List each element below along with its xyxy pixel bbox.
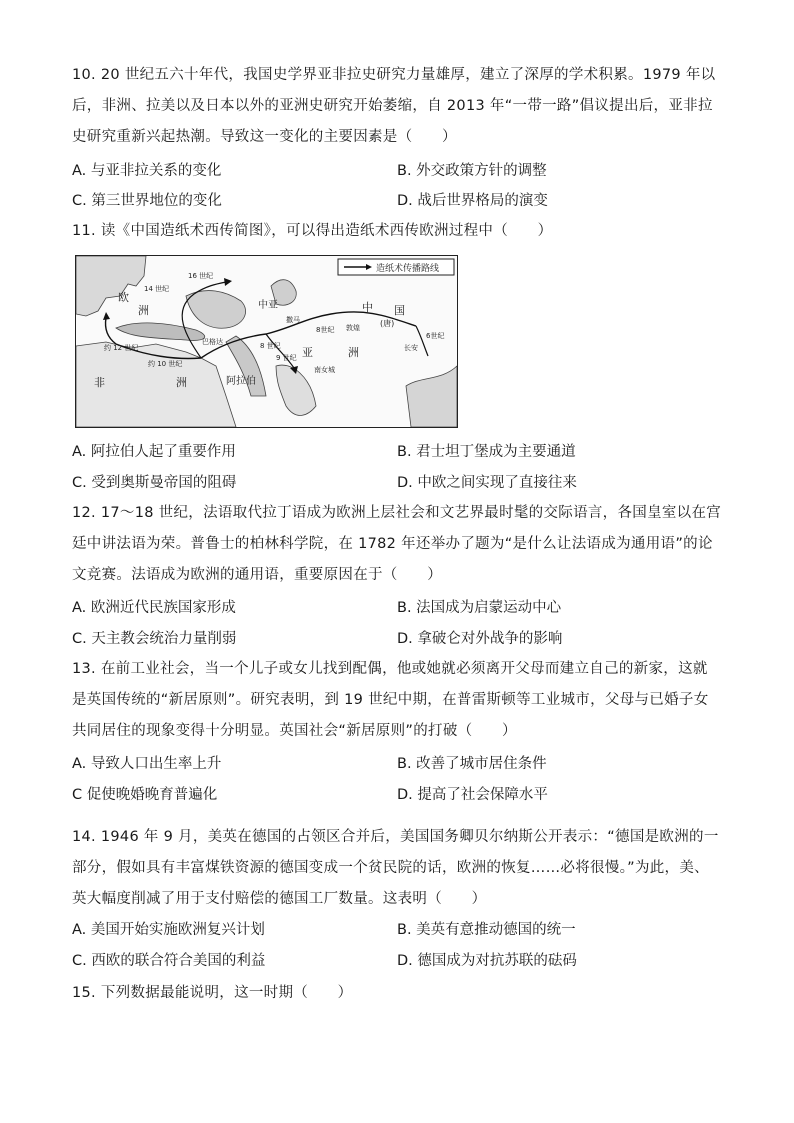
map-label-central-asia: 中亚 <box>258 300 278 311</box>
question-11-option-d[interactable]: D. 中欧之间实现了直接往来 <box>397 475 577 491</box>
map-label-tang: (唐) <box>380 319 395 328</box>
question-10-option-d[interactable]: D. 战后世界格局的演变 <box>397 193 548 209</box>
map-label-nanyin: 南女城 <box>314 366 335 374</box>
map-label-asia-1: 亚 <box>302 346 313 359</box>
question-15-stem: 15. 下列数据最能说明，这一时期（ ） <box>72 985 353 1001</box>
map-label-changan: 长安 <box>404 344 418 352</box>
map-label-europe-1: 欧 <box>118 291 129 304</box>
map-label-samarkand: 撒马 <box>286 316 300 324</box>
question-12-option-c[interactable]: C. 天主教会统治力量削弱 <box>72 631 237 647</box>
question-10-option-a[interactable]: A. 与亚非拉关系的变化 <box>72 163 222 179</box>
map-legend-label: 造纸术传播路线 <box>376 264 440 274</box>
question-12-option-b[interactable]: B. 法国成为启蒙运动中心 <box>397 600 562 616</box>
question-10-option-b[interactable]: B. 外交政策方针的调整 <box>397 163 547 179</box>
map-label-16th-century: 16 世纪 <box>188 272 214 280</box>
question-14-stem: 14. 1946 年 9 月，美英在德国的占领区合并后，美国国务卿贝尔纳斯公开表示：“德国是欧洲的一部分，假如具有丰富煤铁资源的德国变成一个贫民院的话，欧洲的恢复……必将很慢。”为此，美、英大幅度削减了用于支付赔偿的德国工厂数量。这表明（ ） <box>72 829 719 907</box>
map-label-8th-century-b: 8世纪 <box>316 326 335 334</box>
question-12-option-d[interactable]: D. 拿破仑对外战争的影响 <box>397 631 563 647</box>
map-label-europe-2: 洲 <box>138 304 149 317</box>
question-13-option-b[interactable]: B. 改善了城市居住条件 <box>397 756 547 772</box>
map-label-9th-century: 9 世纪 <box>276 354 297 362</box>
question-14-option-a[interactable]: A. 美国开始实施欧洲复兴计划 <box>72 922 265 938</box>
map-label-6th-century: 6世纪 <box>426 332 445 340</box>
question-13-option-a[interactable]: A. 导致人口出生率上升 <box>72 756 222 772</box>
question-13-option-d[interactable]: D. 提高了社会保障水平 <box>397 787 548 803</box>
map-label-africa-2: 洲 <box>176 376 187 389</box>
question-10-option-c[interactable]: C. 第三世界地位的变化 <box>72 193 222 209</box>
map-label-africa-1: 非 <box>94 376 105 389</box>
map-label-8th-century-a: 8 世纪 <box>260 342 281 350</box>
question-12-stem: 12. 17～18 世纪，法语取代拉丁语成为欧洲上层社会和文艺界最时髦的交际语言，各国皇室以在宫廷中讲法语为荣。普鲁士的柏林科学院，在 1782 年还举办了题为“是什么让法语成为通用语”的论文竞赛。法语成为欧洲的通用语，重要原因在于（ ） <box>72 505 722 583</box>
map-label-14th-century: 14 世纪 <box>144 285 170 293</box>
question-11-option-a[interactable]: A. 阿拉伯人起了重要作用 <box>72 444 236 460</box>
map-label-china-1: 中 <box>362 301 373 314</box>
map-drawing <box>76 256 457 427</box>
map-label-china-2: 国 <box>394 304 405 317</box>
map-label-baghdad: 巴格达 <box>202 338 223 346</box>
question-14-option-d[interactable]: D. 德国成为对抗苏联的砝码 <box>397 953 577 969</box>
question-11-stem: 11. 读《中国造纸术西传简图》，可以得出造纸术西传欧洲过程中（ ） <box>72 223 553 239</box>
question-14-option-b[interactable]: B. 美英有意推动德国的统一 <box>397 922 576 938</box>
question-14-option-c[interactable]: C. 西欧的联合符合美国的利益 <box>72 953 266 969</box>
question-10-stem: 10. 20 世纪五六十年代，我国史学界亚非拉史研究力量雄厚，建立了深厚的学术积累。1979 年以后，非洲、拉美以及日本以外的亚洲史研究开始萎缩，自 2013 年“一带一路”倡议提出后，亚非拉史研究重新兴起热潮。导致这一变化的主要因素是（ ） <box>72 67 716 145</box>
map-label-dunhuang: 敦煌 <box>346 324 360 332</box>
question-13-option-c[interactable]: C 促使晚婚晚育普遍化 <box>72 787 218 803</box>
map-label-arabia: 阿拉伯 <box>226 376 256 387</box>
map-label-asia-2: 洲 <box>348 346 359 359</box>
map-label-10th-century: 约 10 世纪 <box>148 360 183 368</box>
question-11-option-b[interactable]: B. 君士坦丁堡成为主要通道 <box>397 444 576 460</box>
question-11-option-c[interactable]: C. 受到奥斯曼帝国的阻碍 <box>72 475 237 491</box>
map-label-12th-century: 约 12 世纪 <box>104 344 139 352</box>
papermaking-spread-map <box>75 255 458 428</box>
question-13-stem: 13. 在前工业社会，当一个儿子或女儿找到配偶，他或她就必须离开父母而建立自己的新家，这就是英国传统的“新居原则”。研究表明，到 19 世纪中期，在普雷斯顿等工业城市，父母与已婚子女共同居住的现象变得十分明显。英国社会“新居原则”的打破（ ） <box>72 661 709 739</box>
question-12-option-a[interactable]: A. 欧洲近代民族国家形成 <box>72 600 236 616</box>
